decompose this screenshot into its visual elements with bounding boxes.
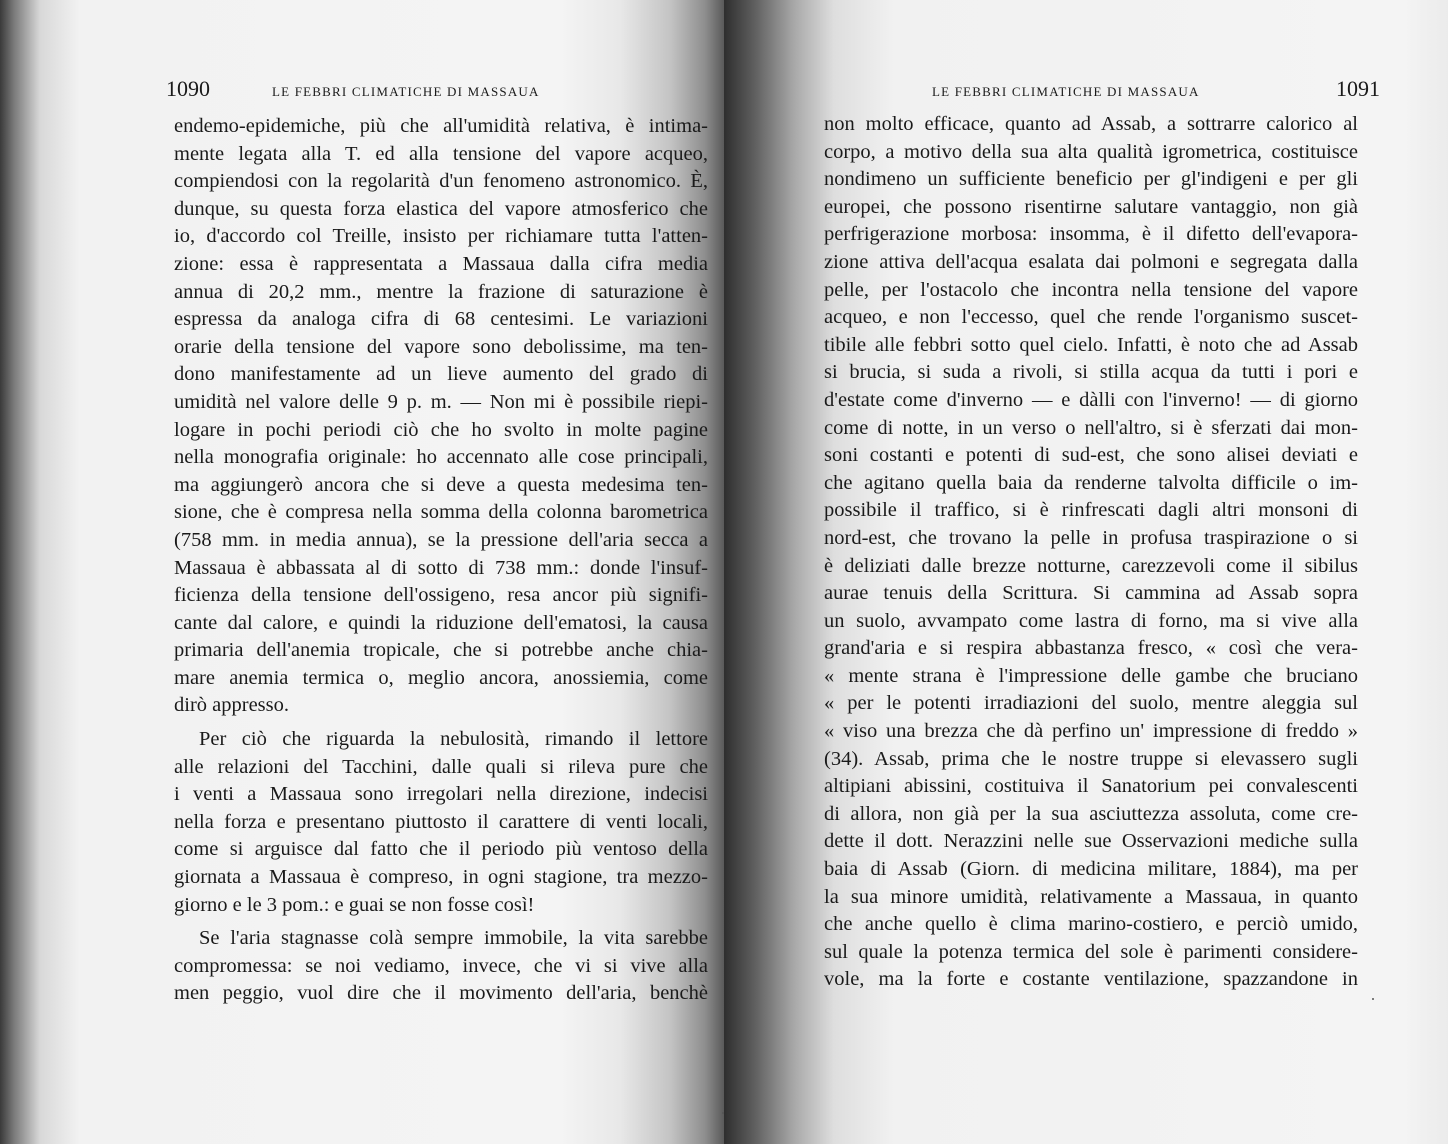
text-line: zione attiva dell'acqua esalata dai polmoni e segregata dalla bbox=[824, 250, 1358, 273]
text-line: sul quale la potenza termica del sole è parimenti considere- bbox=[824, 940, 1358, 963]
text-line: « per le potenti irradiazioni del suolo, mentre aleggia sul bbox=[824, 692, 1358, 715]
text-line: cante dal calore, e quindi la riduzione dell'ematosi, la causa bbox=[174, 611, 708, 634]
text-line: soni costanti e potenti di sud-est, che sono alisei deviati e bbox=[824, 444, 1358, 467]
text-line: aurae tenuis della Scrittura. Si cammina ad Assab sopra bbox=[824, 582, 1358, 605]
text-line: acqueo, e non l'eccesso, quel che rende l'organismo suscet- bbox=[824, 306, 1358, 329]
text-line: zione: essa è rappresentata a Massaua dalla cifra media bbox=[174, 252, 708, 275]
left-running-head bbox=[166, 76, 696, 102]
text-line: un suolo, avvampato come lastra di forno, ma si vive alla bbox=[824, 609, 1358, 632]
text-line: « mente strana è l'impressione delle gambe che bruciano bbox=[824, 664, 1358, 687]
text-line: la sua minore umidità, relativamente a Massaua, in quanto bbox=[824, 885, 1358, 908]
right-running-head-title: LE FEBBRI CLIMATICHE DI MASSAUA bbox=[932, 84, 1200, 99]
text-line: Per ciò che riguarda la nebulosità, rimando il lettore bbox=[199, 728, 708, 751]
text-line: i venti a Massaua sono irregolari nella direzione, indecisi bbox=[174, 783, 708, 806]
text-line: Se l'aria stagnasse colà sempre immobile, la vita sarebbe bbox=[199, 927, 708, 950]
text-line: dono manifestamente ad un lieve aumento del grado di bbox=[174, 363, 708, 386]
text-line: nondimeno un sufficiente beneficio per gl'indigeni e per gli bbox=[824, 168, 1358, 191]
text-line: dunque, su questa forza elastica del vapore atmosferico che bbox=[174, 197, 708, 220]
text-line: altipiani abissini, costituiva il Sanatorium pei convalescenti bbox=[824, 775, 1358, 798]
right-body-text bbox=[824, 111, 1358, 994]
text-line: mente legata alla T. ed alla tensione del vapore acqueo, bbox=[174, 142, 708, 165]
text-line: endemo-epidemiche, più che all'umidità relativa, è intima- bbox=[174, 115, 708, 137]
text-line: che agitano quella baia da renderne talvolta difficile o im- bbox=[824, 471, 1358, 494]
text-line: Massaua è abbassata al di sotto di 738 mm.: donde l'insuf- bbox=[174, 556, 708, 579]
left-page-number: 1090 bbox=[166, 76, 210, 101]
right-running-head bbox=[932, 76, 1380, 102]
text-line: grand'aria e si respira abbastanza fresco, « così che vera- bbox=[824, 637, 1358, 660]
text-line: corpo, a motivo della sua alta qualità igrometrica, costituisce bbox=[824, 140, 1358, 163]
text-line: di allora, non già per la sua asciuttezza assoluta, come cre- bbox=[824, 802, 1358, 825]
left-body-text bbox=[174, 113, 708, 1008]
left-running-head-title: LE FEBBRI CLIMATICHE DI MASSAUA bbox=[272, 84, 540, 99]
scan-speck bbox=[1372, 998, 1374, 1000]
text-line: nella forza e presentano piuttosto il carattere di venti locali, bbox=[174, 810, 708, 833]
right-page bbox=[724, 0, 1448, 1144]
text-line: ficienza della tensione dell'ossigeno, resa ancor più signifi- bbox=[174, 584, 708, 607]
text-line: primaria dell'anemia tropicale, che si potrebbe anche chia- bbox=[174, 639, 708, 662]
text-line: d'estate come d'inverno — e dàlli con l'inverno! — di giorno bbox=[824, 388, 1358, 411]
text-line: vole, ma la forte e costante ventilazione, spazzandone in bbox=[824, 968, 1358, 991]
text-line: annua di 20,2 mm., mentre la frazione di saturazione è bbox=[174, 280, 708, 303]
text-line: mare anemia termica o, meglio ancora, anossiemia, come bbox=[174, 666, 708, 689]
text-line: (34). Assab, prima che le nostre truppe si elevassero sugli bbox=[824, 747, 1358, 770]
text-line: non molto efficace, quanto ad Assab, a sottrarre calorico al bbox=[824, 113, 1358, 135]
text-line: sione, che è compresa nella somma della colonna barometrica bbox=[174, 501, 708, 524]
text-line: men peggio, vuol dire che il movimento dell'aria, benchè bbox=[174, 982, 708, 1005]
text-line: come si arguisce dal fatto che il periodo più ventoso della bbox=[174, 838, 708, 861]
text-line: io, d'accordo col Treille, insisto per richiamare tutta l'atten- bbox=[174, 225, 708, 248]
text-line: perfrigerazione morbosa: insomma, è il difetto dell'evapora- bbox=[824, 223, 1358, 246]
text-line: umidità nel valore delle 9 p. m. — Non mi è possibile riepi- bbox=[174, 390, 708, 413]
text-line: europei, che possono risentirne salutare vantaggio, non già bbox=[824, 195, 1358, 218]
text-line: nord-est, che trovano la pelle in profusa traspirazione o si bbox=[824, 526, 1358, 549]
text-line: ma aggiungerò ancora che si deve a questa medesima ten- bbox=[174, 473, 708, 496]
text-line: dette il dott. Nerazzini nelle sue Osservazioni mediche sulla bbox=[824, 830, 1358, 853]
text-line: è deliziati dalle brezze notturne, carezzevoli come il sibilus bbox=[824, 554, 1358, 577]
text-line: nella monografia originale: ho accennato alle cose principali, bbox=[174, 446, 708, 469]
text-line: tibile alle febbri sotto quel cielo. Infatti, è noto che ad Assab bbox=[824, 333, 1358, 356]
text-line: baia di Assab (Giorn. di medicina militare, 1884), ma per bbox=[824, 858, 1358, 881]
text-line: espressa da analoga cifra di 68 centesimi. Le variazioni bbox=[174, 308, 708, 331]
right-page-number: 1091 bbox=[1336, 76, 1380, 101]
text-line: alle relazioni del Tacchini, dalle quali si rileva pure che bbox=[174, 755, 708, 778]
text-line: compiendosi con la regolarità d'un fenomeno astronomico. È, bbox=[174, 170, 708, 193]
text-line: pelle, per l'ostacolo che incontra nella tensione del vapore bbox=[824, 278, 1358, 301]
text-line: giorno e le 3 pom.: e guai se non fosse così! bbox=[174, 893, 535, 916]
text-line: possibile il traffico, si è rinfrescati dagli altri monsoni di bbox=[824, 499, 1358, 522]
text-line: compromessa: se noi vediamo, invece, che vi si vive alla bbox=[174, 954, 708, 977]
text-line: che anche quello è clima marino-costiero, e perciò umido, bbox=[824, 913, 1358, 936]
text-line: giornata a Massaua è compreso, in ogni stagione, tra mezzo- bbox=[174, 866, 708, 889]
text-line: come di notte, in un verso o nell'altro, si è sferzati dai mon- bbox=[824, 416, 1358, 439]
text-line: si brucia, si suda a rivoli, si stilla acqua da tutti i pori e bbox=[824, 361, 1358, 384]
text-line: « viso una brezza che dà perfino un' impressione di freddo » bbox=[824, 720, 1358, 743]
text-line: orarie della tensione del vapore sono debolissime, ma ten- bbox=[174, 335, 708, 358]
scan-speck bbox=[722, 1112, 724, 1114]
text-line: logare in pochi periodi ciò che ho svolto in molte pagine bbox=[174, 418, 708, 441]
text-line: dirò appresso. bbox=[174, 694, 290, 717]
text-line: (758 mm. in media annua), se la pressione dell'aria secca a bbox=[174, 528, 708, 551]
